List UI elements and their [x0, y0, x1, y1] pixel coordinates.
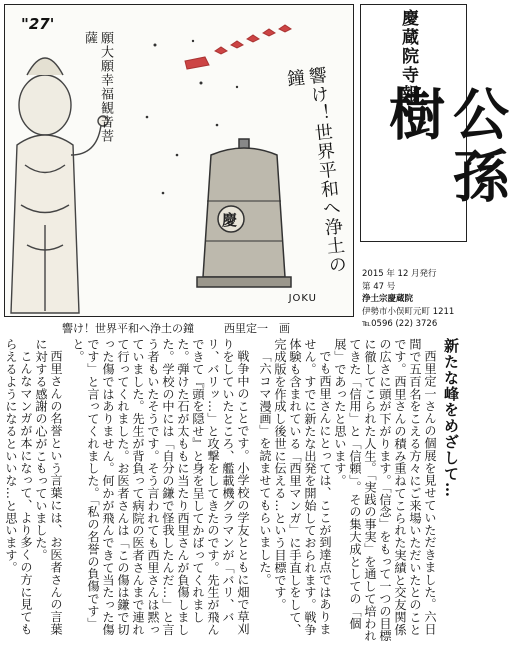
publication-date: 2015 年 12 月発行: [362, 269, 437, 279]
masthead: [360, 4, 510, 242]
article-paragraph: 戦争中のことです。小学校の学友とともに畑で草刈りをしていたところ、艦載機グラマンが「バリ、バリ、バリッ…」と攻撃をしてきたのです。先生が飛んできて『頭を隠せ』と身を呈してかばってくれました。弾けた石が太ももに当たり西里さんが負傷しました。学校の中には「自分の鎌で怪我したんだ…」と言う者もいたそうです。そう言われても西里さんは黙っていました。先生が背負って病院の医者さんまで連れて行ってくれました。お医者さんは「この傷は鎌で切った傷ではありません。何かが飛んできて当たった傷です」と言ってくれました。「私の名誉の負傷です」と。: [71, 338, 250, 636]
publisher-name: 浄土宗慶蔵院: [362, 294, 414, 304]
artist-credit: 西里定一 画: [224, 322, 290, 335]
illustration-number: "27': [21, 15, 55, 33]
bell-drawing: [197, 139, 291, 287]
publisher-phone: ℡0596 (22) 3726: [362, 319, 438, 329]
masthead-subtitle: 慶蔵院寺報: [398, 9, 418, 104]
kannon-inscription: 願大願幸福観音菩薩: [82, 31, 113, 143]
bell-inscription: 響け！世界平和へ浄土の鐘: [283, 65, 348, 276]
masthead-title: 公孫樹: [380, 85, 510, 209]
article-paragraph: でも西里さんにとっては、ここが到達点ではありません。すでに新たな出発を開始しておられます。戦争体験も含まれている「西里マンガ」に手直しをして、完成版を作成し後世に伝える…という目標です。: [273, 338, 332, 636]
article-paragraph: こんなマンガが本になって、より多くの方に見てもらえるようになるといいな…と思います。: [4, 338, 33, 636]
illustration-panel: [4, 4, 354, 317]
publisher-address: 伊勢市小俣町元町 1211: [362, 306, 455, 317]
article-paragraph: 西里定一さんの個展を見せていただきました。六日間で五百名をこえる方々にご来場いただいたとのことです。西里さんの積み重ねてこられた実績と交友関係の広さに頭が下がります。「信念」をもって一つの目標に徹してこられた人生。「実践の事実」を通して培われてきた「信用」と「信頼」。その集大成としての「個展」であったと思います。: [333, 338, 437, 642]
illustration-caption: 響け！世界平和へ浄土の鐘: [62, 322, 194, 335]
article-paragraph: 「六コマ漫画」を読ませてもらいました。: [258, 350, 272, 586]
article-title: 新たな峰をめざして…: [442, 338, 460, 498]
artist-signature: JOKU: [288, 293, 317, 304]
article-paragraph: 西里さんの名誉という言葉には、お医者さんの言葉に対する感謝の心がこもっていました。: [34, 338, 63, 636]
article: [4, 338, 460, 644]
sleigh-drawing: [185, 25, 291, 69]
bell-mark: 慶: [222, 211, 238, 229]
issue-number: 第 47 号: [362, 281, 396, 292]
publication-info: [362, 268, 468, 331]
